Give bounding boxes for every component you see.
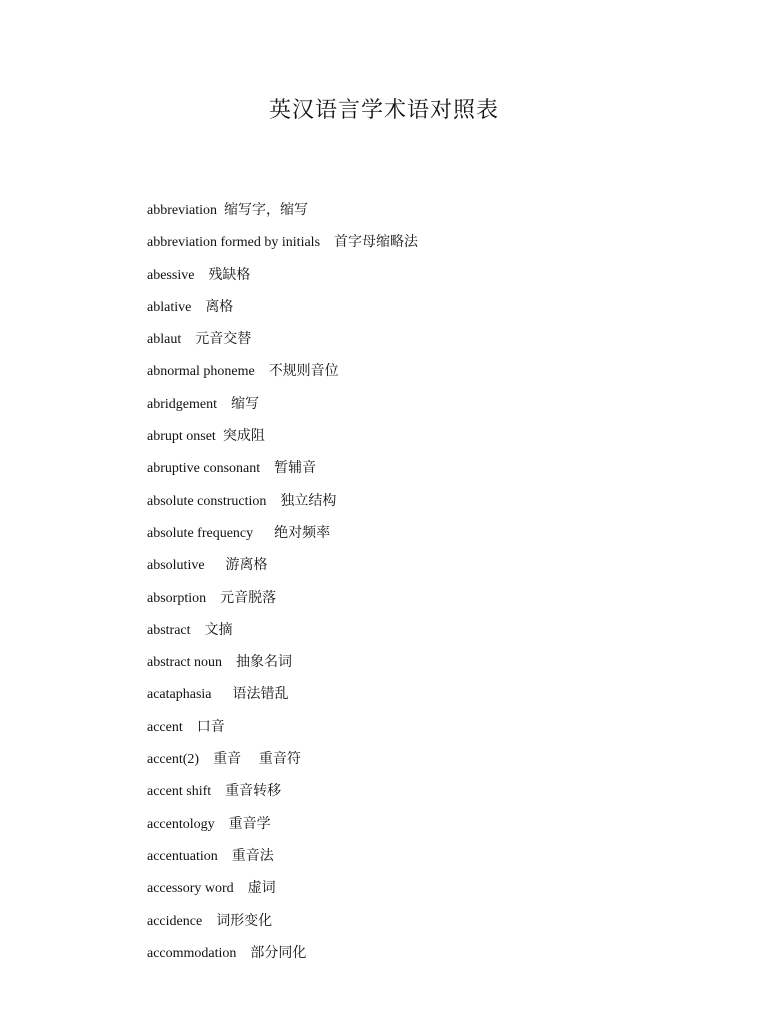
entry-gap — [183, 720, 197, 735]
entry-gap — [194, 268, 208, 283]
list-item — [147, 392, 707, 424]
entry-gap — [211, 784, 225, 799]
entry-gap — [234, 881, 248, 896]
entry-meaning: 重音转移 — [225, 783, 282, 800]
entry-meaning: 口音 — [196, 718, 225, 735]
entry-gap — [236, 946, 250, 961]
entry-meaning: 独立结构 — [280, 492, 337, 509]
list-item — [147, 263, 707, 295]
list-item — [147, 198, 707, 230]
list-item — [147, 553, 707, 585]
entry-term: ablative — [147, 299, 192, 315]
entry-term: accommodation — [147, 945, 237, 961]
entry-term: ablaut — [147, 332, 182, 348]
entry-term: accent shift — [147, 784, 212, 800]
entry-meaning: 缩写 — [230, 395, 259, 412]
entry-meaning: 虚词 — [247, 880, 276, 897]
list-item — [147, 489, 707, 521]
entry-gap — [191, 300, 205, 315]
entry-gap — [199, 752, 213, 767]
list-item — [147, 230, 707, 262]
list-item — [147, 844, 707, 876]
entry-gap — [320, 235, 334, 250]
list-item — [147, 456, 707, 488]
entry-meaning: 缩写字，缩写 — [223, 202, 308, 218]
list-item — [147, 812, 707, 844]
entry-meaning: 元音脱落 — [220, 589, 277, 606]
entry-meaning: 重音法 — [231, 847, 274, 864]
entry-meaning: 游离格 — [225, 557, 268, 574]
entry-meaning: 暂辅音 — [274, 460, 317, 477]
list-item — [147, 521, 707, 553]
entry-meaning: 绝对频率 — [274, 524, 331, 541]
entry-gap — [215, 817, 229, 832]
entry-meaning: 离格 — [205, 298, 234, 315]
entry-gap — [206, 591, 220, 606]
entry-gap — [218, 849, 232, 864]
entry-gap — [181, 332, 195, 347]
entry-term: acataphasia — [147, 687, 212, 703]
list-item — [147, 909, 707, 941]
entry-meaning: 重音学 — [228, 815, 271, 832]
entry-term: absolute construction — [147, 493, 267, 509]
entry-term: abnormal phoneme — [147, 364, 255, 380]
list-item — [147, 295, 707, 327]
entry-term: abruptive consonant — [147, 461, 261, 477]
entry-gap — [253, 526, 274, 541]
list-item — [147, 650, 707, 682]
entry-term: accessory word — [147, 881, 234, 897]
entry-term: accentology — [147, 816, 215, 832]
entry-term: abstract — [147, 622, 191, 638]
entry-meaning: 词形变化 — [216, 912, 273, 929]
entry-gap — [255, 364, 269, 379]
entry-term: absolute frequency — [147, 525, 254, 541]
entry-gap — [216, 429, 223, 444]
entry-gap — [266, 494, 280, 509]
list-item — [147, 682, 707, 714]
entry-meaning: 元音交替 — [195, 331, 252, 348]
list-item — [147, 715, 707, 747]
list-item — [147, 747, 707, 779]
entry-term: absolutive — [147, 558, 205, 574]
entry-gap — [202, 914, 216, 929]
list-item — [147, 327, 707, 359]
entry-term: abrupt onset — [147, 429, 216, 445]
entry-meaning: 文摘 — [204, 621, 233, 638]
list-item — [147, 876, 707, 908]
entry-term: abbreviation formed by initials — [147, 235, 321, 251]
entry-gap — [217, 203, 224, 218]
entry-gap — [191, 623, 205, 638]
entry-term: accentuation — [147, 848, 218, 864]
list-item — [147, 779, 707, 811]
entry-term: abbreviation — [147, 203, 217, 218]
entry-term: accent — [147, 719, 183, 735]
entry-term: abridgement — [147, 396, 217, 412]
entry-term: accidence — [147, 913, 203, 929]
entry-meaning: 首字母缩略法 — [334, 234, 419, 251]
list-item — [147, 941, 707, 973]
page-title: 英汉语言学术语对照表 — [268, 98, 499, 123]
entry-term: abessive — [147, 267, 195, 283]
entry-gap — [217, 397, 231, 412]
entry-term: accent(2) — [147, 752, 200, 768]
entry-term: absorption — [147, 590, 207, 606]
list-item — [147, 359, 707, 391]
entry-meaning: 部分同化 — [250, 944, 307, 961]
entry-gap — [205, 558, 226, 573]
entry-meaning: 突成阻 — [222, 428, 265, 445]
entry-meaning: 不规则音位 — [268, 363, 339, 380]
entry-term: abstract noun — [147, 655, 223, 671]
entry-gap — [212, 687, 233, 702]
entry-gap — [260, 461, 274, 476]
entry-gap — [222, 655, 236, 670]
entry-meaning: 语法错乱 — [232, 686, 289, 703]
entry-meaning: 抽象名词 — [236, 654, 293, 671]
list-item — [147, 424, 707, 456]
entry-meaning: 重音 重音符 — [213, 751, 301, 768]
entry-meaning: 残缺格 — [208, 266, 251, 283]
list-item — [147, 586, 707, 618]
list-item — [147, 618, 707, 650]
glossary-list — [147, 198, 707, 973]
